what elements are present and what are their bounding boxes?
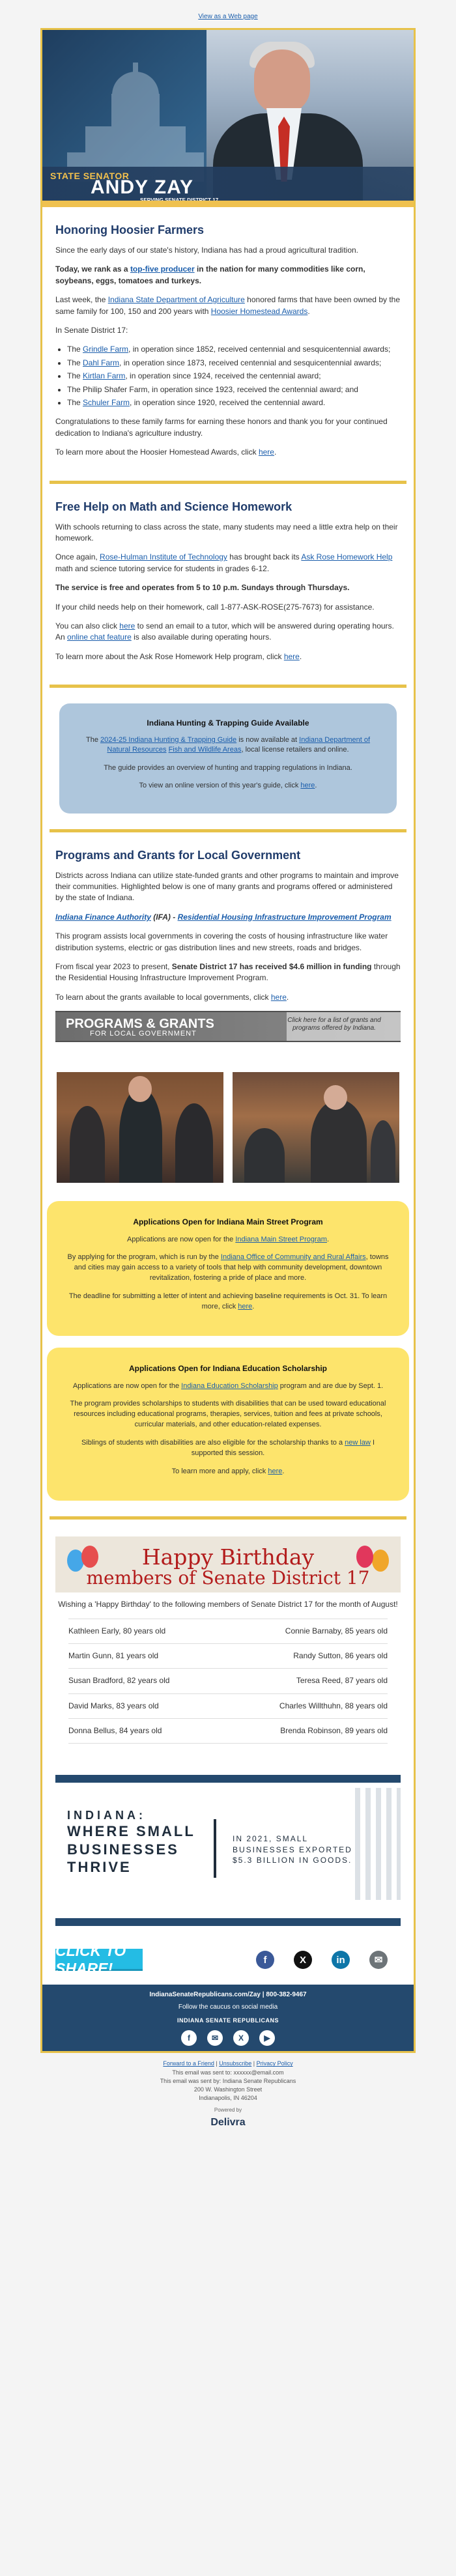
text: To learn more about the Hoosier Homestead Awards, click <box>55 447 259 457</box>
text: To learn more and apply, click <box>171 1467 268 1476</box>
photo-row <box>42 1056 414 1188</box>
senator-face <box>254 50 310 113</box>
scholarship-apply-link[interactable]: here <box>268 1467 283 1476</box>
text: program and are due by Sept. 1. <box>278 1381 384 1390</box>
footer-social-icons <box>42 2024 414 2046</box>
separator: | <box>251 2060 257 2067</box>
photo-person <box>175 1103 213 1183</box>
section-title: Free Help on Math and Science Homework <box>55 500 292 513</box>
ocra-link[interactable]: Indiana Office of Community and Rural Affairs <box>220 1253 366 1262</box>
footer-follow-text: Follow the caucus on social media <box>178 2003 278 2011</box>
small-business-left <box>67 1809 204 1876</box>
share-row <box>55 1943 401 1977</box>
text: The deadline for submitting a letter of intent and achieving baseline requirements is Oct. 31. To learn more, click <box>68 1292 388 1311</box>
text: Applications are now open for the <box>126 1235 236 1243</box>
farm-item <box>67 358 401 369</box>
text: , in operation since 1924, received the centennial award; <box>125 371 321 381</box>
paragraph <box>55 651 401 662</box>
senate-republicans-logo: INDIANA SENATE REPUBLICANS <box>177 2017 279 2024</box>
text: . <box>307 306 310 316</box>
box-title: Indiana Hunting & Trapping Guide Available <box>147 718 309 728</box>
click-to-share-button[interactable]: CLICK TO SHARE! <box>55 1949 143 1971</box>
birthday-name: Connie Barnaby, 85 years old <box>285 1626 388 1635</box>
paragraph <box>55 294 401 317</box>
section-homework <box>42 484 414 685</box>
top-link-wrap <box>40 0 416 28</box>
text: . <box>326 1235 330 1243</box>
text: . <box>274 447 277 457</box>
footer-links <box>40 2059 416 2068</box>
farm-item <box>67 384 401 395</box>
section-title: Programs and Grants for Local Government <box>55 848 301 862</box>
text: Applications are now open for the <box>72 1381 182 1390</box>
paragraph: This program assists local governments in covering the costs of housing infrastructure like water distribution systems, electric or gas distribution lines and new streets, roads and bridges. <box>55 931 388 952</box>
privacy-policy-link[interactable]: Privacy Policy <box>256 2060 293 2067</box>
footer-banner <box>42 1985 414 2051</box>
youtube-icon[interactable]: ▶ <box>259 2030 275 2046</box>
text: math and science tutoring service for students in grades 6-12. <box>55 563 270 573</box>
text: , local license retailers and online. <box>241 746 349 754</box>
paragraph: With schools returning to class across the state, many students may need a little extra help on their homework. <box>55 522 398 543</box>
birthday-row <box>68 1643 388 1668</box>
footer-contact: IndianaSenateRepublicans.com/Zay | 800-382-9467 <box>149 1991 307 1999</box>
text: The <box>67 398 83 407</box>
ask-rose-link[interactable]: Ask Rose Homework Help <box>301 552 393 562</box>
banner-title: PROGRAMS & GRANTS <box>66 1017 214 1032</box>
text: By applying for the program, which is run by the <box>67 1253 221 1262</box>
paragraph <box>65 1381 391 1392</box>
powered-by-text: Powered by <box>214 2106 242 2113</box>
birthday-row <box>68 1718 388 1744</box>
forward-friend-link[interactable]: Forward to a Friend <box>163 2060 214 2067</box>
text: You can also click <box>55 621 120 630</box>
paragraph <box>65 1438 391 1459</box>
paragraph <box>75 781 381 791</box>
rose-hulman-link[interactable]: Rose-Hulman Institute of Technology <box>100 552 227 562</box>
photo-person <box>70 1106 105 1183</box>
text: To learn about the grants available to local governments, click <box>55 992 271 1002</box>
main-street-wrap <box>42 1188 414 1336</box>
facebook-icon[interactable]: f <box>256 1951 274 1969</box>
infrastructure-program-link[interactable]: Residential Housing Infrastructure Improvement Program <box>177 912 392 922</box>
birthday-row <box>68 1668 388 1693</box>
small-business-stat: IN 2021, SMALL BUSINESSES EXPORTED $5.3 BILLION IN GOODS. <box>233 1834 352 1865</box>
birthday-name: Brenda Robinson, 89 years old <box>280 1726 388 1736</box>
agriculture-department-link[interactable]: Indiana State Department of Agriculture <box>107 295 245 305</box>
text: through the Residential Housing Infrastructure Improvement Program. <box>55 961 401 983</box>
text: to send an email to a tutor, which will be answered during operating hours. An <box>55 621 394 642</box>
birthday-list <box>68 1619 388 1744</box>
paragraph: Since the early days of our state's history, Indiana has had a proud agricultural tradition. <box>55 246 358 255</box>
programs-grants-banner[interactable] <box>55 1011 401 1042</box>
paragraph: The guide provides an overview of hunting and trapping regulations in Indiana. <box>104 763 352 772</box>
text: (IFA) - <box>150 912 178 922</box>
paragraph: The program provides scholarships to students with disabilities that can be used toward educational resources including educational programs, therapies, services, tuition and fees at private schools, curricular materials, and other education-related expenses. <box>70 1400 386 1429</box>
text: The <box>67 345 83 354</box>
text: From fiscal year 2023 to present, <box>55 961 172 971</box>
section-grants <box>42 832 414 1057</box>
birthday-name: Randy Sutton, 86 years old <box>293 1650 388 1660</box>
paragraph <box>55 621 401 644</box>
facebook-icon[interactable]: f <box>181 2030 197 2046</box>
photo-person <box>324 1085 347 1110</box>
birthday-name: Susan Bradford, 82 years old <box>68 1676 170 1686</box>
paragraph: Wishing a 'Happy Birthday' to the following members of Senate District 17 for the month of August! <box>58 1600 398 1609</box>
paragraph <box>65 1235 391 1245</box>
paragraph: In Senate District 17: <box>55 326 128 335</box>
birthday-name: David Marks, 83 years old <box>68 1701 159 1710</box>
text: I supported this session. <box>191 1439 375 1458</box>
paragraph <box>55 912 401 923</box>
text: , in operation since 1923, received the centennial award; and <box>147 384 358 394</box>
email-container <box>40 0 416 2142</box>
paragraph: The service is free and operates from 5 to 10 p.m. Sundays through Thursdays. <box>55 583 350 593</box>
birthday-name: Teresa Reed, 87 years old <box>296 1676 388 1686</box>
text: , in operation since 1852, received centennial and sesquicentennial awards; <box>128 345 391 354</box>
text: is also available during operating hours. <box>131 632 272 642</box>
birthday-banner <box>55 1536 401 1592</box>
senate-photo-2 <box>233 1072 399 1183</box>
separator: | <box>214 2060 220 2067</box>
small-business-big-text: WHERE SMALL BUSINESSES THRIVE <box>67 1823 195 1876</box>
photo-person <box>371 1120 395 1183</box>
scholarship-link[interactable]: Indiana Education Scholarship <box>181 1381 278 1390</box>
text: Last week, the <box>55 295 108 305</box>
text: honored farms that have been owned by the same family for 100, 150 and 200 years with <box>55 295 401 316</box>
text: . <box>282 1467 285 1476</box>
text: , in operation since 1873, received centennial and sesquicentennial awards; <box>119 358 382 367</box>
email-icon[interactable]: ✉ <box>207 2030 223 2046</box>
unsubscribe-link[interactable]: Unsubscribe <box>219 2060 252 2067</box>
hunting-box-wrap <box>42 688 414 828</box>
hoosier-homestead-link[interactable]: Hoosier Homestead Awards <box>210 306 308 316</box>
senate-photo-1 <box>57 1072 223 1183</box>
banner-side-text: Click here for a list of grants and programs offered by Indiana. <box>287 1017 381 1032</box>
text: . <box>286 992 289 1002</box>
sent-by-line: This email was sent by: Indiana Senate Republicans <box>160 2077 296 2084</box>
farm-link[interactable]: Grindle Farm <box>83 345 129 354</box>
birthday-row <box>68 1693 388 1718</box>
birthday-subtitle: members of Senate District 17 <box>86 1567 370 1589</box>
top-five-producer-link[interactable]: top-five producer <box>130 264 195 274</box>
paragraph <box>55 961 401 984</box>
farm-list <box>67 344 401 408</box>
homework-program-link[interactable]: here <box>283 651 300 661</box>
x-icon[interactable]: X <box>233 2030 249 2046</box>
funding-highlight: Senate District 17 has received $4.6 million in funding <box>171 961 372 971</box>
homestead-info-link[interactable]: here <box>258 447 274 457</box>
finance-authority-link[interactable]: Indiana Finance Authority <box>55 912 151 922</box>
text: Siblings of students with disabilities are also eligible for the scholarship thanks to a <box>81 1439 345 1447</box>
photo-person <box>119 1088 162 1183</box>
farm-link[interactable]: Dahl Farm <box>83 358 120 367</box>
main-street-box <box>47 1201 409 1336</box>
paragraph: If your child needs help on their homework, call 1-877-ASK-ROSE(275-7673) for assistance. <box>55 602 375 612</box>
birthday-title: Happy Birthday <box>141 1544 315 1570</box>
hunting-guide-link[interactable]: 2024-25 Indiana Hunting & Trapping Guide <box>100 735 237 744</box>
birthday-row <box>68 1619 388 1643</box>
paragraph <box>55 992 401 1003</box>
birthday-section <box>42 1592 414 1758</box>
text: is now available at <box>236 735 300 744</box>
photo-person <box>128 1076 152 1102</box>
text: . <box>252 1303 255 1311</box>
header-banner <box>42 30 414 207</box>
small-business-title: INDIANA: <box>67 1809 146 1822</box>
farm-link[interactable]: Kirtlan Farm <box>83 371 126 381</box>
box-title: Applications Open for Indiana Main Street Program <box>133 1217 323 1227</box>
paragraph <box>65 1467 391 1477</box>
header-name: ANDY ZAY <box>91 177 194 198</box>
newsletter-card <box>40 28 416 2053</box>
paragraph <box>55 447 401 458</box>
nameplate-gold-bar <box>42 201 414 207</box>
text: has brought back its <box>227 552 302 562</box>
text: The <box>67 371 83 381</box>
delivra-logo[interactable] <box>40 2106 416 2130</box>
text: . <box>299 651 302 661</box>
paragraph: Districts across Indiana can utilize state-funded grants and other programs to maintain and improve their communities. Highlighted below is one of many grants and programs offered or administered by the state of Indiana. <box>55 870 399 903</box>
x-icon[interactable]: X <box>294 1951 312 1969</box>
text: The <box>85 735 100 744</box>
header-label-state-senator: STATE SENATOR <box>50 171 130 181</box>
divider <box>50 1516 406 1520</box>
main-street-more-link[interactable]: here <box>238 1303 253 1311</box>
delivra-brand: Delivra <box>210 2117 246 2129</box>
main-street-link[interactable]: Indiana Main Street Program <box>235 1235 327 1243</box>
linkedin-icon[interactable]: in <box>332 1951 350 1969</box>
small-business-card <box>55 1775 401 1926</box>
farm-item <box>67 371 401 382</box>
scholarship-wrap <box>42 1336 414 1501</box>
view-web-page-link[interactable]: View as a Web page <box>198 13 258 20</box>
farm-link[interactable]: Schuler Farm <box>83 398 130 407</box>
birthday-name: Charles Willthuhn, 88 years old <box>279 1701 388 1710</box>
vertical-divider <box>214 1819 216 1878</box>
banner-subtitle: FOR LOCAL GOVERNMENT <box>90 1030 197 1038</box>
paragraph <box>65 1292 391 1312</box>
photo-person <box>311 1099 367 1183</box>
paragraph <box>65 1253 391 1284</box>
legal-footer <box>40 2053 416 2142</box>
online-chat-link[interactable]: online chat feature <box>67 632 132 642</box>
email-tutor-link[interactable]: here <box>119 621 135 630</box>
dnr-link[interactable]: Indiana Department of Natural Resources <box>107 735 371 754</box>
birthday-name: Donna Bellus, 84 years old <box>68 1726 162 1736</box>
section-farmers <box>42 207 414 481</box>
email-icon[interactable]: ✉ <box>369 1951 388 1969</box>
birthday-name: Martin Gunn, 81 years old <box>68 1650 159 1660</box>
box-title: Applications Open for Indiana Education Scholarship <box>128 1364 328 1374</box>
scholarship-box <box>47 1348 409 1501</box>
farm-item <box>67 397 401 408</box>
sent-to-line: This email was sent to: xxxxxx@email.com <box>172 2069 284 2076</box>
text: , in operation since 1920, received the centennial award. <box>130 398 326 407</box>
text: Today, we rank as a <box>55 264 130 274</box>
address-line: 200 W. Washington Street <box>193 2086 263 2093</box>
text: To learn more about the Ask Rose Homework Help program, click <box>55 651 284 661</box>
text: Once again, <box>55 552 100 562</box>
text: The Philip Shafer Farm <box>67 384 148 394</box>
section-title: Honoring Hoosier Farmers <box>55 223 205 236</box>
paragraph <box>55 264 401 287</box>
birthday-name: Kathleen Early, 80 years old <box>68 1626 166 1635</box>
guide-online-link[interactable]: here <box>300 782 315 790</box>
paragraph: Congratulations to these family farms for earning these honors and thank you for your continued dedication to Indiana's agriculture industry. <box>55 417 388 438</box>
farm-item <box>67 344 401 355</box>
text: , towns and cities may gain access to a variety of tools that help with community development, downtown revitalization, fostering a pride of place and more. <box>74 1253 389 1282</box>
fish-wildlife-link[interactable]: Fish and Wildlife Areas <box>168 746 242 754</box>
paragraph <box>55 552 401 574</box>
text: The <box>67 358 83 367</box>
photo-person <box>244 1128 285 1183</box>
text: To view an online version of this year's guide, click <box>139 782 301 790</box>
grants-info-link[interactable]: here <box>270 992 287 1002</box>
text: in the nation for many commodities like corn, soybeans, eggs, tomatoes and turkeys. <box>55 264 365 285</box>
share-icons <box>256 1951 388 1969</box>
hunting-guide-box <box>59 703 397 813</box>
nameplate <box>42 167 414 207</box>
city-line: Indianapolis, IN 46204 <box>199 2094 257 2101</box>
paragraph <box>75 735 381 756</box>
text: . <box>315 782 317 790</box>
new-law-link[interactable]: new law <box>345 1439 371 1447</box>
